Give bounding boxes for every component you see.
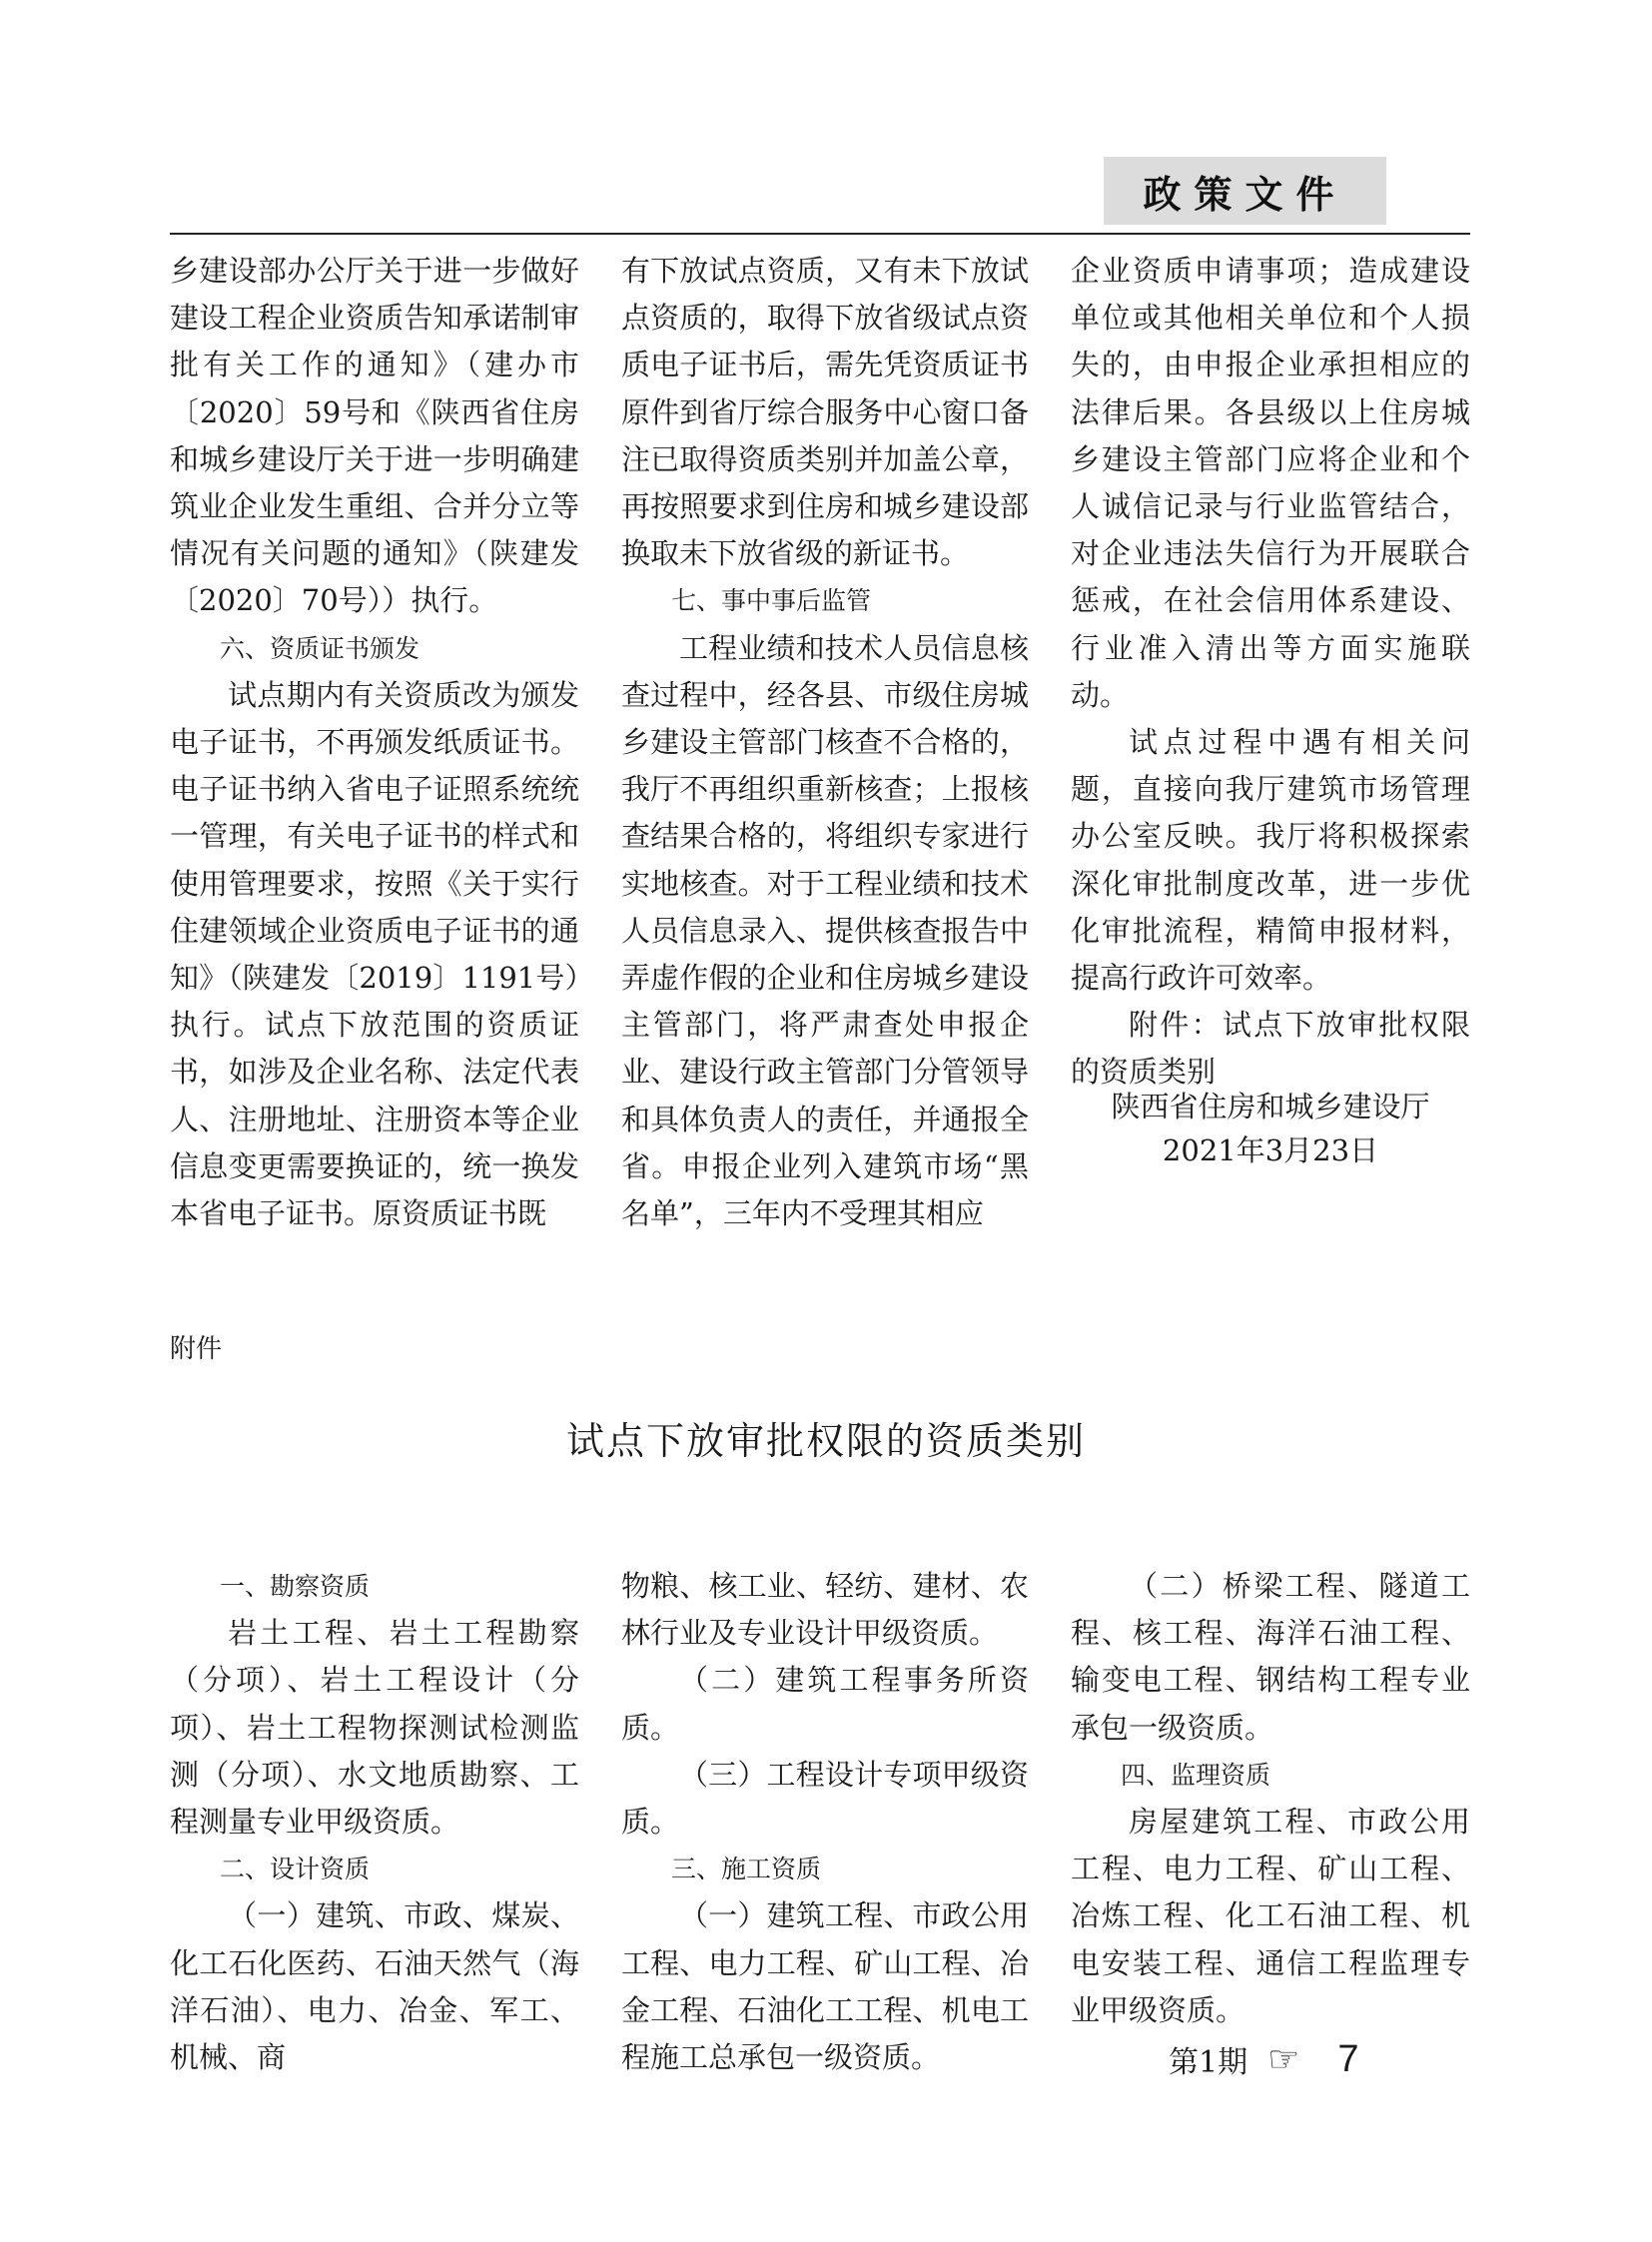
attachment-column-1 xyxy=(170,1563,579,2081)
paragraph: 有下放试点资质，又有未下放试点资质的，取得下放省级试点资质电子证书后，需先凭资质证书原件到省厅综合服务中心窗口备注已取得资质类别并加盖公章，再按照要求到住房和城乡建设部换取未下放省级的新证书。 xyxy=(621,254,1029,571)
paragraph: 工程业绩和技术人员信息核查过程中，经各县、市级住房城乡建设主管部门核查不合格的，我厅不再组织重新核查；上报核查结果合格的，将组织专家进行实地核查。对于工程业绩和技术人员信息录入、提供核查报告中弄虚作假的企业和住房城乡建设主管部门，将严肃查处申报企业、建设行政主管部门分管领导和具体负责人的责任，并通报全省。申报企业列入建筑市场“黑名单”，三年内不受理其相应 xyxy=(621,630,1029,1231)
attachment-label: 附件 xyxy=(170,1334,223,1364)
paragraph: （一）建筑工程、市政公用工程、电力工程、矿山工程、冶金工程、石油化工工程、机电工程施工总承包一级资质。 xyxy=(621,1898,1029,2075)
header-rule xyxy=(170,233,1470,235)
page-number: 7 xyxy=(1337,2037,1359,2080)
paragraph: 物粮、核工业、轻纺、建材、农林行业及专业设计甲级资质。 xyxy=(621,1569,1029,1651)
signature-date: 2021年3月23日 xyxy=(1162,1133,1379,1167)
paragraph: 企业资质申请事项；造成建设单位或其他相关单位和个人损失的，由申报企业承担相应的法律后果。各县级以上住房城乡建设主管部门应将企业和个人诚信记录与行业监管结合，对企业违法失信行为开展联合惩戒，在社会信用体系建设、行业准入清出等方面实施联动。 xyxy=(1071,254,1470,712)
paragraph: 岩土工程、岩土工程勘察（分项）、岩土工程设计（分项）、岩土工程物探测试检测监测（分项）、水文地质勘察、工程测量专业甲级资质。 xyxy=(170,1616,579,1840)
body-column-2 xyxy=(621,248,1029,1237)
signature-organization: 陕西省住房和城乡建设厅 xyxy=(1111,1090,1430,1123)
attachment-note: 附件：试点下放审批权限的资质类别 xyxy=(1071,1008,1470,1090)
attachment-title: 试点下放审批权限的资质类别 xyxy=(565,1419,1086,1463)
attachment-column-3 xyxy=(1071,1563,1470,2034)
issue-label: 第1期 xyxy=(1169,2045,1248,2080)
page-footer xyxy=(1169,2037,1359,2081)
body-column-1 xyxy=(170,248,579,1237)
section-heading: 七、事中事后监管 xyxy=(671,586,872,616)
paragraph: （二）建筑工程事务所资质。 xyxy=(621,1663,1029,1745)
paragraph: （三）工程设计专项甲级资质。 xyxy=(621,1757,1029,1840)
section-heading: 六、资质证书颁发 xyxy=(220,633,420,663)
section-heading: 二、设计资质 xyxy=(220,1855,371,1884)
paragraph: 乡建设部办公厅关于进一步做好建设工程企业资质告知承诺制审批有关工作的通知》（建办市〔2020〕59号和《陕西省住房和城乡建设厅关于进一步明确建筑业企业发生重组、合并分立等情况有关问题的通知》（陕建发〔2020〕70号））执行。 xyxy=(170,254,579,618)
section-tag: 政策文件 xyxy=(1104,157,1386,225)
paragraph: （二）桥梁工程、隧道工程、核工程、海洋石油工程、输变电工程、钢结构工程专业承包一级资质。 xyxy=(1071,1569,1470,1745)
paragraph: （一）建筑、市政、煤炭、化工石化医药、石油天然气（海洋石油）、电力、冶金、军工、机械、商 xyxy=(170,1898,579,2075)
paragraph: 试点期内有关资质改为颁发电子证书，不再颁发纸质证书。电子证书纳入省电子证照系统统一管理，有关电子证书的样式和使用管理要求，按照《关于实行住建领域企业资质电子证书的通知》（陕建发〔2019〕1191号）执行。试点下放范围的资质证书，如涉及企业名称、法定代表人、注册地址、注册资本等企业信息变更需要换证的，统一换发本省电子证书。原资质证书既 xyxy=(170,677,579,1231)
paragraph: 试点过程中遇有相关问题，直接向我厅建筑市场管理办公室反映。我厅将积极探索深化审批制度改革，进一步优化审批流程，精简申报材料，提高行政许可效率。 xyxy=(1071,725,1470,996)
pointing-hand-icon: ☞ xyxy=(1267,2038,1300,2080)
section-heading: 三、施工资质 xyxy=(671,1855,822,1884)
section-heading: 一、勘察资质 xyxy=(220,1572,371,1601)
paragraph: 房屋建筑工程、市政公用工程、电力工程、矿山工程、冶炼工程、化工石油工程、机电安装工程、通信工程监理专业甲级资质。 xyxy=(1071,1805,1470,2027)
attachment-column-2 xyxy=(621,1563,1029,2081)
section-heading: 四、监理资质 xyxy=(1121,1760,1271,1790)
body-column-3 xyxy=(1071,248,1470,1097)
